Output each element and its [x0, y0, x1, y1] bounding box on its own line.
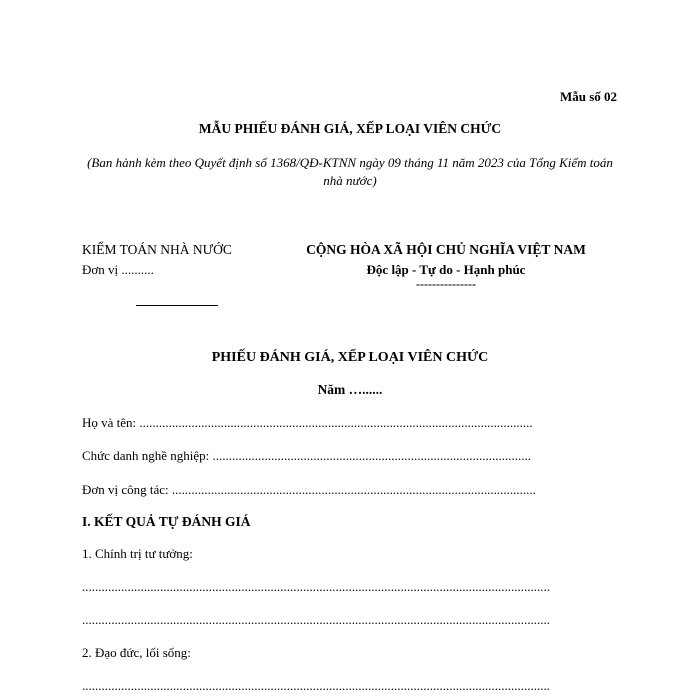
form-number: Mẫu số 02: [559, 89, 617, 104]
document-year: Năm …......: [317, 382, 383, 397]
work-unit-field: Đơn vị công tác: ................................................................................................................: [82, 482, 536, 497]
organization-name: KIỂM TOÁN NHÀ NƯỚC: [82, 242, 232, 257]
full-name-field: Họ và tên: .........................................................................................................................: [82, 415, 533, 430]
organization-unit: Đơn vị ..........: [82, 262, 154, 277]
form-title: MẪU PHIẾU ĐÁNH GIÁ, XẾP LOẠI VIÊN CHỨC: [198, 121, 502, 136]
answer-line: ................................................................................................................................................: [82, 579, 550, 594]
job-title-field: Chức danh nghề nghiệp: ..................................................................................................: [82, 448, 532, 463]
answer-line: ................................................................................................................................................: [82, 612, 550, 627]
item-ethics-lifestyle: 2. Đạo đức, lối sống:: [82, 645, 191, 660]
item-political-ideology: 1. Chính trị tư tưởng:: [82, 546, 193, 561]
section-1-title: I. KẾT QUẢ TỰ ĐÁNH GIÁ: [82, 514, 251, 529]
document-title: PHIẾU ĐÁNH GIÁ, XẾP LOẠI VIÊN CHỨC: [211, 350, 489, 365]
organization-underline: [136, 305, 218, 306]
national-motto: Độc lập - Tự do - Hạnh phúc: [366, 262, 526, 277]
country-name: CỘNG HÒA XÃ HỘI CHỦ NGHĨA VIỆT NAM: [306, 242, 586, 257]
issued-by-note: (Ban hành kèm theo Quyết định số 1368/QĐ-KTNN ngày 09 tháng 11 năm 2023 của Tổng Kiểm toán nhà nước): [87, 155, 613, 188]
answer-line: ................................................................................................................................................: [82, 678, 550, 693]
motto-separator: ---------------: [416, 277, 476, 291]
